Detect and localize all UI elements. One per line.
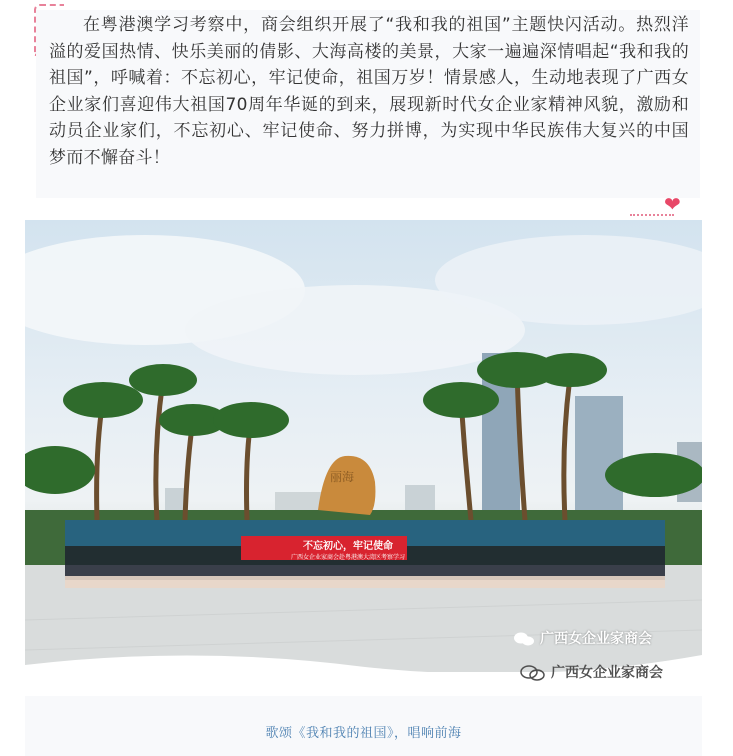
photo-caption: 歌颂《我和我的祖国》，唱响前海: [265, 726, 462, 741]
rock-inscription: 丽海: [330, 470, 355, 484]
group-photo: [25, 220, 702, 672]
wechat-icon: [520, 665, 546, 681]
page-watermark: 广西女企业家商会: [551, 665, 663, 681]
photo-watermark: 广西女企业家商会: [540, 631, 652, 647]
banner-subtitle: 广西女企业家商会赴粤港澳大湾区考察学习: [290, 554, 405, 561]
article-paragraph: 在粤港澳学习考察中，商会组织开展了“我和我的祖国”主题快闪活动。热烈洋溢的爱国热情、快乐美丽的倩影、大海高楼的美景，大家一遍遍深情唱起“我和我的祖国”，呼喊着：不忘初心，牢记使命，祖国万岁！情景感人，生动地表现了广西女企业家们喜迎伟大祖国70周年华诞的到来，展现新时代女企业家精神风貌，激励和动员企业家们，不忘初心、牢记使命、努力拼博，为实现中华民族伟大复兴的中国梦而不懈奋斗！: [49, 15, 689, 168]
photo-scene: [25, 220, 702, 672]
wechat-icon: [513, 632, 535, 646]
banner: [265, 540, 431, 562]
banner-slogan: 不忘初心，牢记使命: [303, 541, 393, 552]
heart-icon: ❤: [664, 192, 681, 216]
